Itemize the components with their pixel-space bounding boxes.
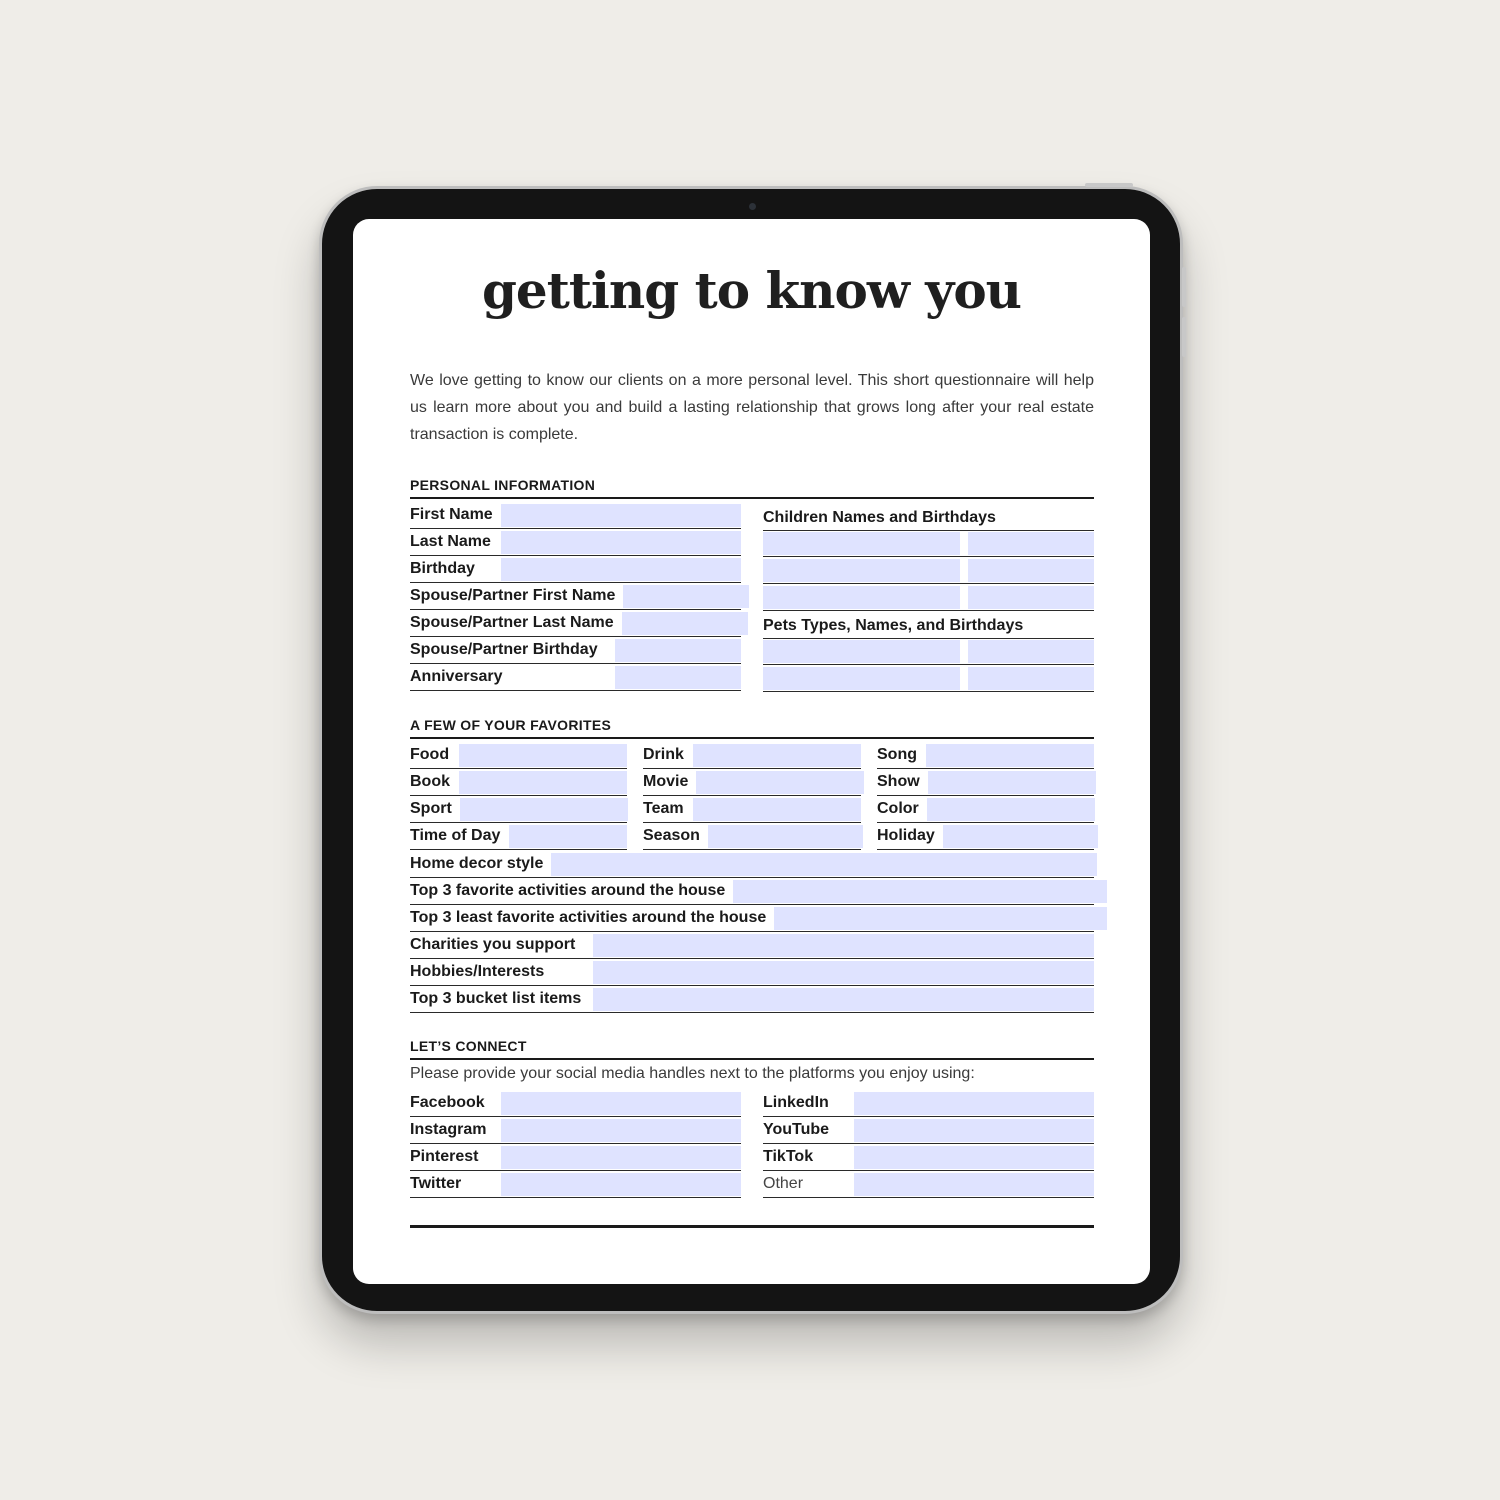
facebook-label: Facebook — [410, 1094, 485, 1111]
youtube-row — [763, 1118, 1094, 1144]
tablet-device — [319, 186, 1183, 1314]
favorite-activities-field[interactable] — [733, 880, 1107, 903]
section-favorites-heading: A FEW OF YOUR FAVORITES — [410, 717, 1094, 739]
first-name-row — [410, 503, 741, 529]
twitter-row — [410, 1172, 741, 1198]
hobbies-field[interactable] — [593, 961, 1094, 984]
volume-up-button — [1182, 267, 1186, 307]
time-of-day-label: Time of Day — [410, 827, 501, 844]
least-favorite-activities-row — [410, 906, 1094, 932]
charities-field[interactable] — [593, 934, 1094, 957]
section-connect-heading: LET’S CONNECT — [410, 1038, 1094, 1060]
child-birthday-field[interactable] — [968, 559, 1094, 582]
charities-row — [410, 933, 1094, 959]
sport-field[interactable] — [460, 798, 628, 821]
book-row — [410, 770, 627, 796]
first-name-field[interactable] — [501, 504, 741, 527]
book-label: Book — [410, 773, 450, 790]
last-name-field[interactable] — [501, 531, 741, 554]
last-name-label: Last Name — [410, 533, 491, 550]
food-row — [410, 743, 627, 769]
food-label: Food — [410, 746, 450, 763]
hobbies-label: Hobbies/Interests — [410, 963, 545, 980]
first-name-label: First Name — [410, 506, 493, 523]
pets-heading: Pets Types, Names, and Birthdays — [763, 613, 1094, 639]
pinterest-row — [410, 1145, 741, 1171]
facebook-row — [410, 1091, 741, 1117]
spouse-last-name-row — [410, 611, 741, 637]
team-field[interactable] — [693, 798, 861, 821]
least-favorite-activities-label: Top 3 least favorite activities around the house — [410, 909, 767, 926]
holiday-label: Holiday — [877, 827, 935, 844]
child-birthday-field[interactable] — [968, 586, 1094, 609]
holiday-field[interactable] — [943, 825, 1098, 848]
tiktok-row — [763, 1145, 1094, 1171]
other-label: Other — [763, 1175, 804, 1192]
season-field[interactable] — [708, 825, 863, 848]
linkedin-label: LinkedIn — [763, 1094, 829, 1111]
favorite-activities-label: Top 3 favorite activities around the house — [410, 882, 726, 899]
least-favorite-activities-field[interactable] — [774, 907, 1107, 930]
show-label: Show — [877, 773, 920, 790]
drink-label: Drink — [643, 746, 684, 763]
twitter-field[interactable] — [501, 1173, 741, 1196]
song-row — [877, 743, 1094, 769]
bucket-list-field[interactable] — [593, 988, 1094, 1011]
birthday-label: Birthday — [410, 560, 475, 577]
section-personal-heading: PERSONAL INFORMATION — [410, 477, 1094, 499]
children-row — [763, 531, 1094, 557]
show-field[interactable] — [928, 771, 1096, 794]
front-camera-icon — [749, 203, 756, 210]
spouse-first-name-row — [410, 584, 741, 610]
color-field[interactable] — [927, 798, 1095, 821]
pinterest-label: Pinterest — [410, 1148, 479, 1165]
hobbies-row — [410, 960, 1094, 986]
sport-label: Sport — [410, 800, 452, 817]
children-row — [763, 585, 1094, 611]
pets-row — [763, 666, 1094, 692]
child-name-field[interactable] — [763, 532, 960, 555]
linkedin-row — [763, 1091, 1094, 1117]
spouse-last-name-field[interactable] — [622, 612, 748, 635]
season-row — [643, 824, 861, 850]
spouse-last-name-label: Spouse/Partner Last Name — [410, 614, 614, 631]
home-decor-field[interactable] — [551, 853, 1097, 876]
other-field[interactable] — [854, 1173, 1094, 1196]
charities-label: Charities you support — [410, 936, 576, 953]
anniversary-field[interactable] — [615, 666, 741, 689]
team-label: Team — [643, 800, 684, 817]
twitter-label: Twitter — [410, 1175, 462, 1192]
team-row — [643, 797, 861, 823]
pinterest-field[interactable] — [501, 1146, 741, 1169]
drink-row — [643, 743, 861, 769]
holiday-row — [877, 824, 1094, 850]
song-label: Song — [877, 746, 917, 763]
favorite-activities-row — [410, 879, 1094, 905]
spouse-first-name-field[interactable] — [623, 585, 749, 608]
color-row — [877, 797, 1094, 823]
facebook-field[interactable] — [501, 1092, 741, 1115]
anniversary-row — [410, 665, 741, 691]
bottom-divider — [410, 1225, 1094, 1228]
children-heading: Children Names and Birthdays — [763, 505, 1094, 531]
birthday-field[interactable] — [501, 558, 741, 581]
food-field[interactable] — [459, 744, 627, 767]
time-of-day-field[interactable] — [509, 825, 627, 848]
youtube-label: YouTube — [763, 1121, 830, 1138]
time-of-day-row — [410, 824, 627, 850]
volume-down-button — [1182, 317, 1186, 357]
spouse-birthday-label: Spouse/Partner Birthday — [410, 641, 598, 658]
children-row — [763, 558, 1094, 584]
movie-field[interactable] — [696, 771, 864, 794]
birthday-row — [410, 557, 741, 583]
instagram-row — [410, 1118, 741, 1144]
spouse-first-name-label: Spouse/Partner First Name — [410, 587, 616, 604]
last-name-row — [410, 530, 741, 556]
linkedin-field[interactable] — [854, 1092, 1094, 1115]
other-row — [763, 1172, 1094, 1198]
connect-instruction: Please provide your social media handles next to the platforms you enjoy using: — [410, 1065, 975, 1082]
form-page — [353, 219, 1150, 1284]
tiktok-label: TikTok — [763, 1148, 814, 1165]
movie-row — [643, 770, 861, 796]
home-decor-row — [410, 852, 1094, 878]
child-birthday-field[interactable] — [968, 532, 1094, 555]
bucket-list-label: Top 3 bucket list items — [410, 990, 582, 1007]
spouse-birthday-field[interactable] — [615, 639, 741, 662]
movie-label: Movie — [643, 773, 689, 790]
youtube-field[interactable] — [854, 1119, 1094, 1142]
power-button — [1085, 183, 1133, 187]
spouse-birthday-row — [410, 638, 741, 664]
page-title: getting to know you — [481, 261, 1022, 320]
show-row — [877, 770, 1094, 796]
pet-name-field[interactable] — [763, 667, 960, 690]
drink-field[interactable] — [693, 744, 861, 767]
child-name-field[interactable] — [763, 586, 960, 609]
tiktok-field[interactable] — [854, 1146, 1094, 1169]
intro-paragraph: We love getting to know our clients on a more personal level. This short questionnaire will help us learn more about you and build a lasting relationship that grows long after your real estate transaction is complete. — [410, 372, 1094, 443]
pet-birthday-field[interactable] — [968, 640, 1094, 663]
pet-birthday-field[interactable] — [968, 667, 1094, 690]
home-decor-label: Home decor style — [410, 855, 544, 872]
sport-row — [410, 797, 627, 823]
season-label: Season — [643, 827, 700, 844]
instagram-label: Instagram — [410, 1121, 487, 1138]
pets-row — [763, 639, 1094, 665]
anniversary-label: Anniversary — [410, 668, 503, 685]
pet-name-field[interactable] — [763, 640, 960, 663]
song-field[interactable] — [926, 744, 1094, 767]
bucket-list-row — [410, 987, 1094, 1013]
child-name-field[interactable] — [763, 559, 960, 582]
color-label: Color — [877, 800, 919, 817]
instagram-field[interactable] — [501, 1119, 741, 1142]
book-field[interactable] — [459, 771, 627, 794]
